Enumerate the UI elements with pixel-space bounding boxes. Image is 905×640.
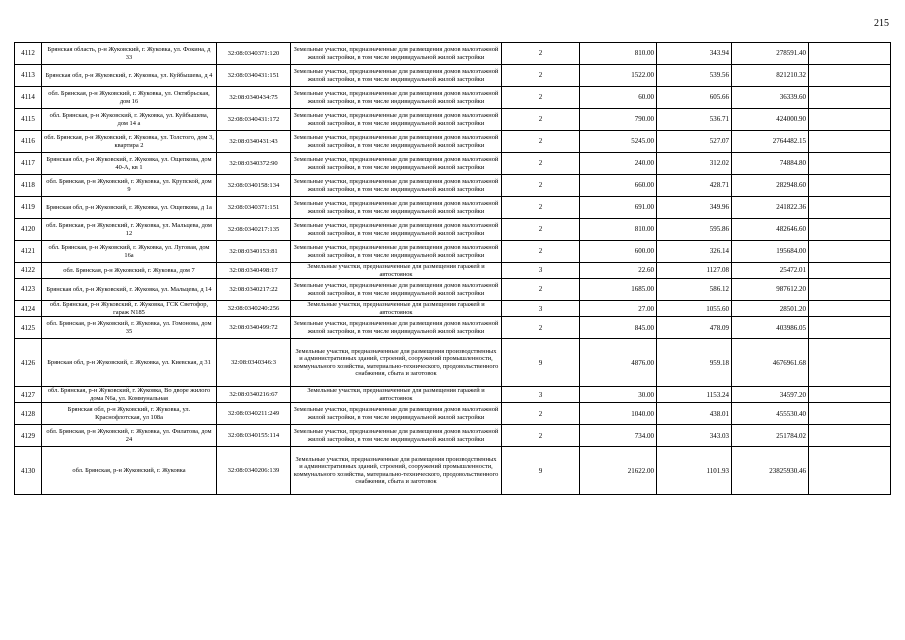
unit-price-cell: 1101.93 — [657, 447, 732, 495]
cadastral-value-cell: 23825930.46 — [732, 447, 809, 495]
address-cell: обл. Брянская, р-н Жуковский, г. Жуковка, дом 7 — [42, 263, 217, 279]
row-number: 4122 — [15, 263, 42, 279]
cadastral-value-cell: 821210.32 — [732, 65, 809, 87]
land-use-cell: Земельные участки, предназначенные для размещения домов малоэтажной жилой застройки, в том числе индивидуальной жилой застройки — [291, 131, 502, 153]
category-cell: 2 — [502, 43, 580, 65]
land-use-cell: Земельные участки, предназначенные для размещения домов малоэтажной жилой застройки, в том числе индивидуальной жилой застройки — [291, 403, 502, 425]
row-number: 4127 — [15, 387, 42, 403]
empty-cell — [809, 175, 891, 197]
row-number: 4114 — [15, 87, 42, 109]
empty-cell — [809, 43, 891, 65]
cadastral-number-cell: 32:08:0340158:134 — [217, 175, 291, 197]
category-cell: 2 — [502, 279, 580, 301]
address-cell: Брянская обл, р-н Жуковский, г. Жуковка, ул. Куйбышева, д 4 — [42, 65, 217, 87]
category-cell: 2 — [502, 241, 580, 263]
empty-cell — [809, 301, 891, 317]
cadastral-number-cell: 32:08:0340206:139 — [217, 447, 291, 495]
empty-cell — [809, 241, 891, 263]
area-cell: 810.00 — [580, 219, 657, 241]
land-use-cell: Земельные участки, предназначенные для размещения гаражей и автостоянок — [291, 263, 502, 279]
empty-cell — [809, 219, 891, 241]
area-cell: 600.00 — [580, 241, 657, 263]
area-cell: 22.60 — [580, 263, 657, 279]
unit-price-cell: 1127.08 — [657, 263, 732, 279]
empty-cell — [809, 447, 891, 495]
cadastral-number-cell: 32:08:0340346:3 — [217, 339, 291, 387]
cadastral-value-cell: 195684.00 — [732, 241, 809, 263]
area-cell: 810.00 — [580, 43, 657, 65]
row-number: 4125 — [15, 317, 42, 339]
table-row — [15, 219, 891, 241]
land-use-cell: Земельные участки, предназначенные для размещения домов малоэтажной жилой застройки, в том числе индивидуальной жилой застройки — [291, 219, 502, 241]
table-row — [15, 425, 891, 447]
category-cell: 2 — [502, 153, 580, 175]
cadastral-value-cell: 25472.01 — [732, 263, 809, 279]
unit-price-cell: 343.94 — [657, 43, 732, 65]
land-use-cell: Земельные участки, предназначенные для размещения домов малоэтажной жилой застройки, в том числе индивидуальной жилой застройки — [291, 153, 502, 175]
table-row — [15, 43, 891, 65]
land-use-cell: Земельные участки, предназначенные для размещения домов малоэтажной жилой застройки, в том числе индивидуальной жилой застройки — [291, 87, 502, 109]
address-cell: обл. Брянская, р-н Жуковский, г. Жуковка, ул. Луговая, дом 16а — [42, 241, 217, 263]
cadastral-value-cell: 34597.20 — [732, 387, 809, 403]
unit-price-cell: 539.56 — [657, 65, 732, 87]
empty-cell — [809, 263, 891, 279]
cadastral-number-cell: 32:08:0340431:172 — [217, 109, 291, 131]
cadastral-value-cell: 403986.05 — [732, 317, 809, 339]
cadastral-number-cell: 32:08:0340371:151 — [217, 197, 291, 219]
cadastral-value-cell: 251784.02 — [732, 425, 809, 447]
address-cell: Брянская обл, р-н Жуковский, г. Жуковка, ул. Краснофлотская, ул 108а — [42, 403, 217, 425]
category-cell: 9 — [502, 339, 580, 387]
category-cell: 2 — [502, 425, 580, 447]
unit-price-cell: 1153.24 — [657, 387, 732, 403]
cadastral-number-cell: 32:08:0340155:114 — [217, 425, 291, 447]
cadastral-number-cell: 32:08:0340217:135 — [217, 219, 291, 241]
category-cell: 3 — [502, 301, 580, 317]
cadastral-number-cell: 32:08:0340217:22 — [217, 279, 291, 301]
area-cell: 845.00 — [580, 317, 657, 339]
land-use-cell: Земельные участки, предназначенные для размещения домов малоэтажной жилой застройки, в том числе индивидуальной жилой застройки — [291, 175, 502, 197]
page-number: 215 — [874, 18, 889, 29]
unit-price-cell: 326.14 — [657, 241, 732, 263]
unit-price-cell: 349.96 — [657, 197, 732, 219]
empty-cell — [809, 425, 891, 447]
cadastral-value-cell: 455530.40 — [732, 403, 809, 425]
land-use-cell: Земельные участки, предназначенные для размещения гаражей и автостоянок — [291, 301, 502, 317]
unit-price-cell: 536.71 — [657, 109, 732, 131]
row-number: 4113 — [15, 65, 42, 87]
table-row — [15, 279, 891, 301]
cadastral-number-cell: 32:08:0340371:120 — [217, 43, 291, 65]
table-row — [15, 197, 891, 219]
area-cell: 660.00 — [580, 175, 657, 197]
area-cell: 1685.00 — [580, 279, 657, 301]
cadastral-number-cell: 32:08:0340434:75 — [217, 87, 291, 109]
row-number: 4129 — [15, 425, 42, 447]
area-cell: 691.00 — [580, 197, 657, 219]
category-cell: 2 — [502, 87, 580, 109]
cadastral-number-cell: 32:08:0340499:72 — [217, 317, 291, 339]
table-row — [15, 339, 891, 387]
land-use-cell: Земельные участки, предназначенные для размещения домов малоэтажной жилой застройки, в том числе индивидуальной жилой застройки — [291, 425, 502, 447]
unit-price-cell: 428.71 — [657, 175, 732, 197]
cadastral-number-cell: 32:08:0340372:90 — [217, 153, 291, 175]
land-use-cell: Земельные участки, предназначенные для размещения домов малоэтажной жилой застройки, в том числе индивидуальной жилой застройки — [291, 317, 502, 339]
address-cell: обл. Брянская, р-н Жуковский, г. Жуковка, ул. Куйбышева, дом 14 а — [42, 109, 217, 131]
land-use-cell: Земельные участки, предназначенные для размещения производственных и административных зданий, строений, сооружений промышленности, коммунального хозяйства, материально-технического, продовольственного снабжения, сбыта и заготовок — [291, 447, 502, 495]
cadastral-number-cell: 32:08:0340498:17 — [217, 263, 291, 279]
table-row — [15, 241, 891, 263]
cadastral-number-cell: 32:08:0340240:256 — [217, 301, 291, 317]
category-cell: 3 — [502, 387, 580, 403]
area-cell: 30.00 — [580, 387, 657, 403]
unit-price-cell: 312.02 — [657, 153, 732, 175]
area-cell: 734.00 — [580, 425, 657, 447]
unit-price-cell: 478.09 — [657, 317, 732, 339]
table-row — [15, 317, 891, 339]
row-number: 4126 — [15, 339, 42, 387]
land-use-cell: Земельные участки, предназначенные для размещения домов малоэтажной жилой застройки, в том числе индивидуальной жилой застройки — [291, 279, 502, 301]
area-cell: 1040.00 — [580, 403, 657, 425]
address-cell: обл. Брянская, р-н Жуковский, г. Жуковка — [42, 447, 217, 495]
unit-price-cell: 343.03 — [657, 425, 732, 447]
category-cell: 9 — [502, 447, 580, 495]
table-row — [15, 263, 891, 279]
area-cell: 1522.00 — [580, 65, 657, 87]
unit-price-cell: 595.86 — [657, 219, 732, 241]
area-cell: 27.00 — [580, 301, 657, 317]
table-row — [15, 175, 891, 197]
area-cell: 60.00 — [580, 87, 657, 109]
address-cell: обл. Брянская, р-н Жуковский, г. Жуковка, ул. Толстого, дом 3, квартира 2 — [42, 131, 217, 153]
area-cell: 790.00 — [580, 109, 657, 131]
category-cell: 2 — [502, 317, 580, 339]
table-row — [15, 301, 891, 317]
unit-price-cell: 438.01 — [657, 403, 732, 425]
empty-cell — [809, 197, 891, 219]
table-row — [15, 403, 891, 425]
address-cell: обл. Брянская, р-н Жуковский, г. Жуковка, ул. Гомонова, дом 35 — [42, 317, 217, 339]
cadastral-value-cell: 282948.60 — [732, 175, 809, 197]
table-row — [15, 447, 891, 495]
area-cell: 5245.00 — [580, 131, 657, 153]
cadastral-value-cell: 278591.40 — [732, 43, 809, 65]
unit-price-cell: 605.66 — [657, 87, 732, 109]
empty-cell — [809, 65, 891, 87]
category-cell: 2 — [502, 109, 580, 131]
row-number: 4115 — [15, 109, 42, 131]
cadastral-value-cell: 74884.80 — [732, 153, 809, 175]
unit-price-cell: 1055.60 — [657, 301, 732, 317]
table-row — [15, 387, 891, 403]
unit-price-cell: 527.07 — [657, 131, 732, 153]
address-cell: Брянская обл, р-н Жуковский, г. Жуковка, ул. Киевская, д 31 — [42, 339, 217, 387]
row-number: 4112 — [15, 43, 42, 65]
table-row — [15, 153, 891, 175]
cadastral-number-cell: 32:08:0340431:43 — [217, 131, 291, 153]
address-cell: Брянская обл, р-н Жуковский, г. Жуковка, ул. Ощепкова, дом 40-А, кв 1 — [42, 153, 217, 175]
category-cell: 2 — [502, 175, 580, 197]
cadastral-value-cell: 424000.90 — [732, 109, 809, 131]
row-number: 4128 — [15, 403, 42, 425]
empty-cell — [809, 279, 891, 301]
address-cell: Брянская область, р-н Жуковский, г. Жуковка, ул. Фокина, д 33 — [42, 43, 217, 65]
cadastral-number-cell: 32:08:0340153:81 — [217, 241, 291, 263]
land-use-cell: Земельные участки, предназначенные для размещения гаражей и автостоянок — [291, 387, 502, 403]
area-cell: 240.00 — [580, 153, 657, 175]
category-cell: 2 — [502, 197, 580, 219]
empty-cell — [809, 387, 891, 403]
table-row — [15, 87, 891, 109]
row-number: 4121 — [15, 241, 42, 263]
land-use-cell: Земельные участки, предназначенные для размещения домов малоэтажной жилой застройки, в том числе индивидуальной жилой застройки — [291, 241, 502, 263]
row-number: 4119 — [15, 197, 42, 219]
land-use-cell: Земельные участки, предназначенные для размещения домов малоэтажной жилой застройки, в том числе индивидуальной жилой застройки — [291, 43, 502, 65]
cadastral-value-cell: 36339.60 — [732, 87, 809, 109]
category-cell: 2 — [502, 219, 580, 241]
category-cell: 2 — [502, 131, 580, 153]
empty-cell — [809, 109, 891, 131]
row-number: 4124 — [15, 301, 42, 317]
unit-price-cell: 586.12 — [657, 279, 732, 301]
cadastral-value-cell: 241822.36 — [732, 197, 809, 219]
table-row — [15, 109, 891, 131]
category-cell: 3 — [502, 263, 580, 279]
table-row — [15, 131, 891, 153]
address-cell: Брянская обл, р-н Жуковский, г. Жуковка, ул. Мальцева, д 14 — [42, 279, 217, 301]
cadastral-value-cell: 987612.20 — [732, 279, 809, 301]
row-number: 4118 — [15, 175, 42, 197]
cadastral-number-cell: 32:08:0340431:151 — [217, 65, 291, 87]
cadastral-value-table — [14, 42, 891, 495]
address-cell: обл. Брянская, р-н Жуковский, г. Жуковка, ГСК Светофор, гараж N185 — [42, 301, 217, 317]
empty-cell — [809, 339, 891, 387]
cadastral-number-cell: 32:08:0340216:67 — [217, 387, 291, 403]
land-use-cell: Земельные участки, предназначенные для размещения домов малоэтажной жилой застройки, в том числе индивидуальной жилой застройки — [291, 65, 502, 87]
empty-cell — [809, 87, 891, 109]
empty-cell — [809, 317, 891, 339]
land-use-cell: Земельные участки, предназначенные для размещения производственных и административных зданий, строений, сооружений промышленности, коммунального хозяйства, материально-технического, продовольственного снабжения, сбыта и заготовок — [291, 339, 502, 387]
table-row — [15, 65, 891, 87]
land-use-cell: Земельные участки, предназначенные для размещения домов малоэтажной жилой застройки, в том числе индивидуальной жилой застройки — [291, 109, 502, 131]
empty-cell — [809, 131, 891, 153]
cadastral-value-cell: 4676961.68 — [732, 339, 809, 387]
row-number: 4116 — [15, 131, 42, 153]
category-cell: 2 — [502, 65, 580, 87]
cadastral-value-cell: 28501.20 — [732, 301, 809, 317]
address-cell: обл. Брянская, р-н Жуковский, г. Жуковка, ул. Октябрьская, дом 16 — [42, 87, 217, 109]
row-number: 4117 — [15, 153, 42, 175]
cadastral-value-cell: 2764482.15 — [732, 131, 809, 153]
empty-cell — [809, 153, 891, 175]
address-cell: Брянская обл, р-н Жуковский, г. Жуковка, ул. Ощепкова, д 1а — [42, 197, 217, 219]
address-cell: обл. Брянская, р-н Жуковский, г. Жуковка, ул. Мальцева, дом 12 — [42, 219, 217, 241]
cadastral-number-cell: 32:08:0340211:249 — [217, 403, 291, 425]
cadastral-value-cell: 482646.60 — [732, 219, 809, 241]
table-body — [15, 43, 891, 495]
empty-cell — [809, 403, 891, 425]
area-cell: 4876.00 — [580, 339, 657, 387]
address-cell: обл. Брянская, р-н Жуковский, г. Жуковка, ул. Крупской, дом 9 — [42, 175, 217, 197]
row-number: 4120 — [15, 219, 42, 241]
category-cell: 2 — [502, 403, 580, 425]
row-number: 4130 — [15, 447, 42, 495]
address-cell: обл. Брянская, р-н Жуковский, г. Жуковка, Во дворе жилого дома N6а, ул. Коммунальная — [42, 387, 217, 403]
row-number: 4123 — [15, 279, 42, 301]
land-use-cell: Земельные участки, предназначенные для размещения домов малоэтажной жилой застройки, в том числе индивидуальной жилой застройки — [291, 197, 502, 219]
unit-price-cell: 959.18 — [657, 339, 732, 387]
area-cell: 21622.00 — [580, 447, 657, 495]
address-cell: обл. Брянская, р-н Жуковский, г. Жуковка, ул. Филатова, дом 24 — [42, 425, 217, 447]
